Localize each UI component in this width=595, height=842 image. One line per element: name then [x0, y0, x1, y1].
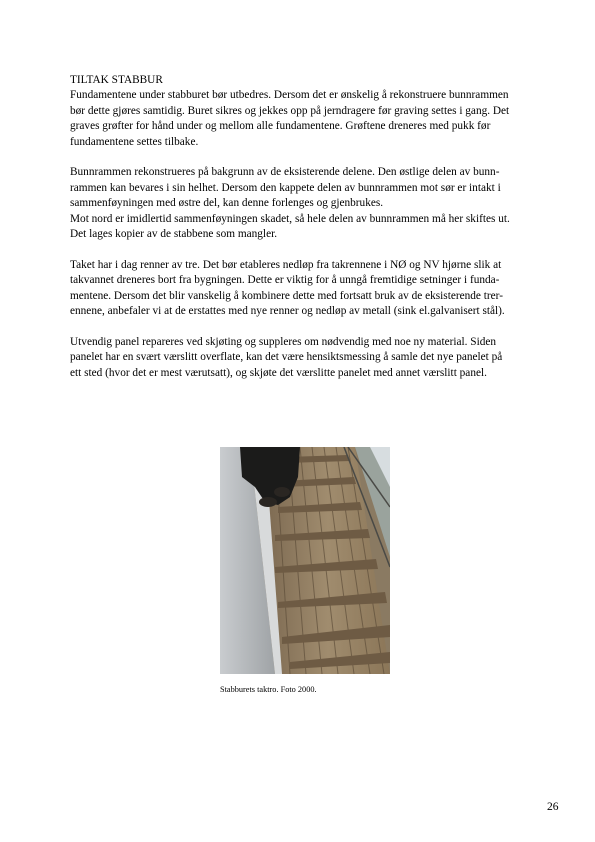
text-line: Det lages kopier av de stabbene som mangler. — [70, 228, 278, 241]
page-number: 26 — [547, 801, 559, 813]
paragraph-foundations — [70, 88, 540, 150]
roof-boards-photo — [220, 447, 390, 674]
text-line: Bunnrammen rekonstrueres på bakgrunn av de eksisterende delene. Den østlige delen av bunn- — [70, 166, 500, 179]
text-line: ennene, anbefaler vi at de erstattes med nye renner og nedløp av metall (sink el.galvanisert stål). — [70, 305, 505, 318]
paragraph-bottom-frame — [70, 165, 540, 242]
paragraph-panel — [70, 335, 540, 381]
text-line: panelet har en svært værslitt overflate, kan det være hensiktsmessing å samle det nye panelet på — [70, 351, 503, 364]
text-line: takvannet dreneres bort fra bygningen. Dette er viktig for å unngå fremtidige setninger i funda- — [70, 274, 500, 287]
section-heading: TILTAK STABBUR — [70, 74, 163, 86]
photo-caption: Stabburets taktro. Foto 2000. — [220, 685, 317, 694]
text-line: bør dette gjøres samtidig. Buret sikres og jekkes opp på jerndragere før graving settes i gang. Det — [70, 104, 510, 117]
text-line: Taket har i dag renner av tre. Det bør etableres nedløp fra takrennene i NØ og NV hjørne slik at — [70, 258, 502, 271]
text-line: Mot nord er imidlertid sammenføyningen skadet, så hele delen av bunnrammen må her skiftes ut. — [70, 212, 510, 225]
text-line: sammenføyningen med østre del, kan denne forlenges og gjenbrukes. — [70, 197, 384, 210]
text-line: Utvendig panel repareres ved skjøting og suppleres om nødvendig med noe ny material. Siden — [70, 335, 497, 348]
body-text — [70, 73, 540, 396]
text-line: fundamentene settes tilbake. — [70, 135, 199, 148]
paragraph-roof-gutters — [70, 258, 540, 320]
text-line: rammen kan bevares i sin helhet. Dersom den kappete delen av bunnrammen mot sør er intakt i — [70, 181, 501, 194]
text-line: mentene. Dersom det blir vanskelig å kombinere dette med fortsatt bruk av de eksisterende trer- — [70, 289, 503, 302]
text-line: Fundamentene under stabburet bør utbedres. Dersom det er ønskelig å rekonstruere bunnrammen — [70, 89, 509, 102]
text-line: graves grøfter for hånd under og mellom alle fundamentene. Grøftene dreneres med pukk før — [70, 120, 491, 133]
text-line: ett sted (hvor det er mest værutsatt), og skjøte det værslitte panelet med annet værslitt panel. — [70, 366, 487, 379]
